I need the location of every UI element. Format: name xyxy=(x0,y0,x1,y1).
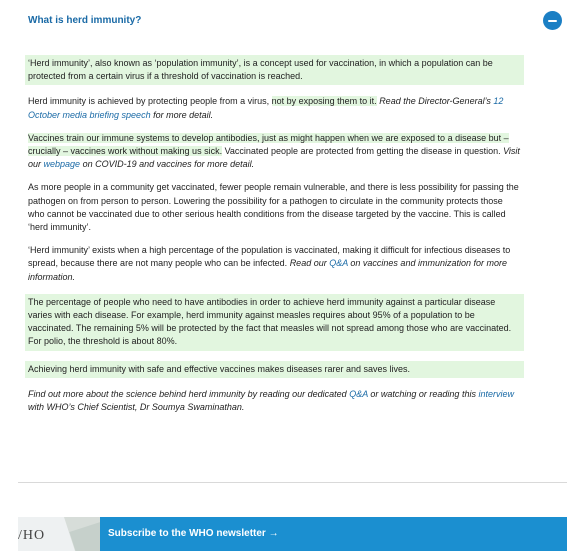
text: Find out more about the science behind herd immunity by reading our dedicated xyxy=(28,388,350,399)
interview-link[interactable]: interview xyxy=(478,388,514,399)
text: or watching or reading this xyxy=(367,388,479,399)
webpage-link[interactable]: webpage xyxy=(43,159,81,170)
text: on vaccines and immunization for more information. xyxy=(28,258,507,282)
text: Read our xyxy=(289,258,330,269)
newsletter-image xyxy=(18,517,100,551)
paragraph-vaccines-train xyxy=(25,132,524,172)
text: Vaccinated people are protected from getting the disease in question. xyxy=(222,146,504,157)
text: Visit our xyxy=(28,146,520,170)
text: for more detail. xyxy=(150,109,214,120)
text: Herd immunity is achieved by protecting people from a virus, xyxy=(28,96,272,107)
paragraph-exists xyxy=(25,244,524,284)
minus-icon xyxy=(548,20,557,22)
accordion-header[interactable] xyxy=(0,0,567,40)
paragraph-achieved xyxy=(25,95,524,121)
collapse-button[interactable] xyxy=(543,11,562,30)
accordion-content xyxy=(25,55,524,424)
divider xyxy=(18,482,567,483)
text: on COVID-19 and vaccines for more detail. xyxy=(80,159,255,170)
subscribe-newsletter-link[interactable]: Subscribe to the WHO newsletter → xyxy=(108,528,279,539)
paragraph-achieving: Achieving herd immunity with safe and effective vaccines makes diseases rarer and saves lives. xyxy=(25,361,524,378)
text: ‘Herd immunity’ exists when a high percentage of the population is vaccinated, making it difficult for infectious diseases to spread, because there are not many people who can be infected. xyxy=(28,245,511,269)
newsletter-banner[interactable] xyxy=(18,517,567,551)
media-briefing-link[interactable]: 12 October media briefing speech xyxy=(28,96,504,120)
text: Read the Director-General’s xyxy=(379,96,494,107)
paragraph-community: As more people in a community get vaccinated, fewer people remain vulnerable, and there is less possibility for passing the pathogen on from person to person. Lowering the possibility for a pathogen to circulate in the community protects those who cannot be vaccinated due to other serious health conditions from the disease targeted by the vaccine. This is called ‘herd immunity’. xyxy=(28,182,519,233)
text: with WHO’s Chief Scientist, Dr Soumya Swaminathan. xyxy=(28,402,245,413)
highlighted-text: not by exposing them to it. xyxy=(271,96,377,107)
accordion-title[interactable]: What is herd immunity? xyxy=(28,15,142,26)
paragraph-find-out-more xyxy=(25,388,524,414)
qa-link[interactable]: Q&A xyxy=(349,388,368,399)
qa-link[interactable]: Q&A xyxy=(329,258,348,269)
italic-note xyxy=(28,389,514,412)
highlighted-text: Vaccines train our immune systems to develop antibodies, just as might happen when we are exposed to a disease but – crucially – vaccines work without making us sick. xyxy=(28,132,509,157)
who-logo-text: /HO xyxy=(18,528,46,543)
paragraph-definition: ‘Herd immunity’, also known as ‘population immunity’, is a concept used for vaccination, in which a population can be protected from a certain virus if a threshold of vaccination is reached. xyxy=(25,55,524,85)
paragraph-percentage: The percentage of people who need to have antibodies in order to achieve herd immunity against a particular disease varies with each disease. For example, herd immunity against measles requires about 95% of a population to be vaccinated. The remaining 5% will be protected by the fact that measles will not spread among those who are vaccinated. For polio, the threshold is about 80%. xyxy=(25,294,524,351)
